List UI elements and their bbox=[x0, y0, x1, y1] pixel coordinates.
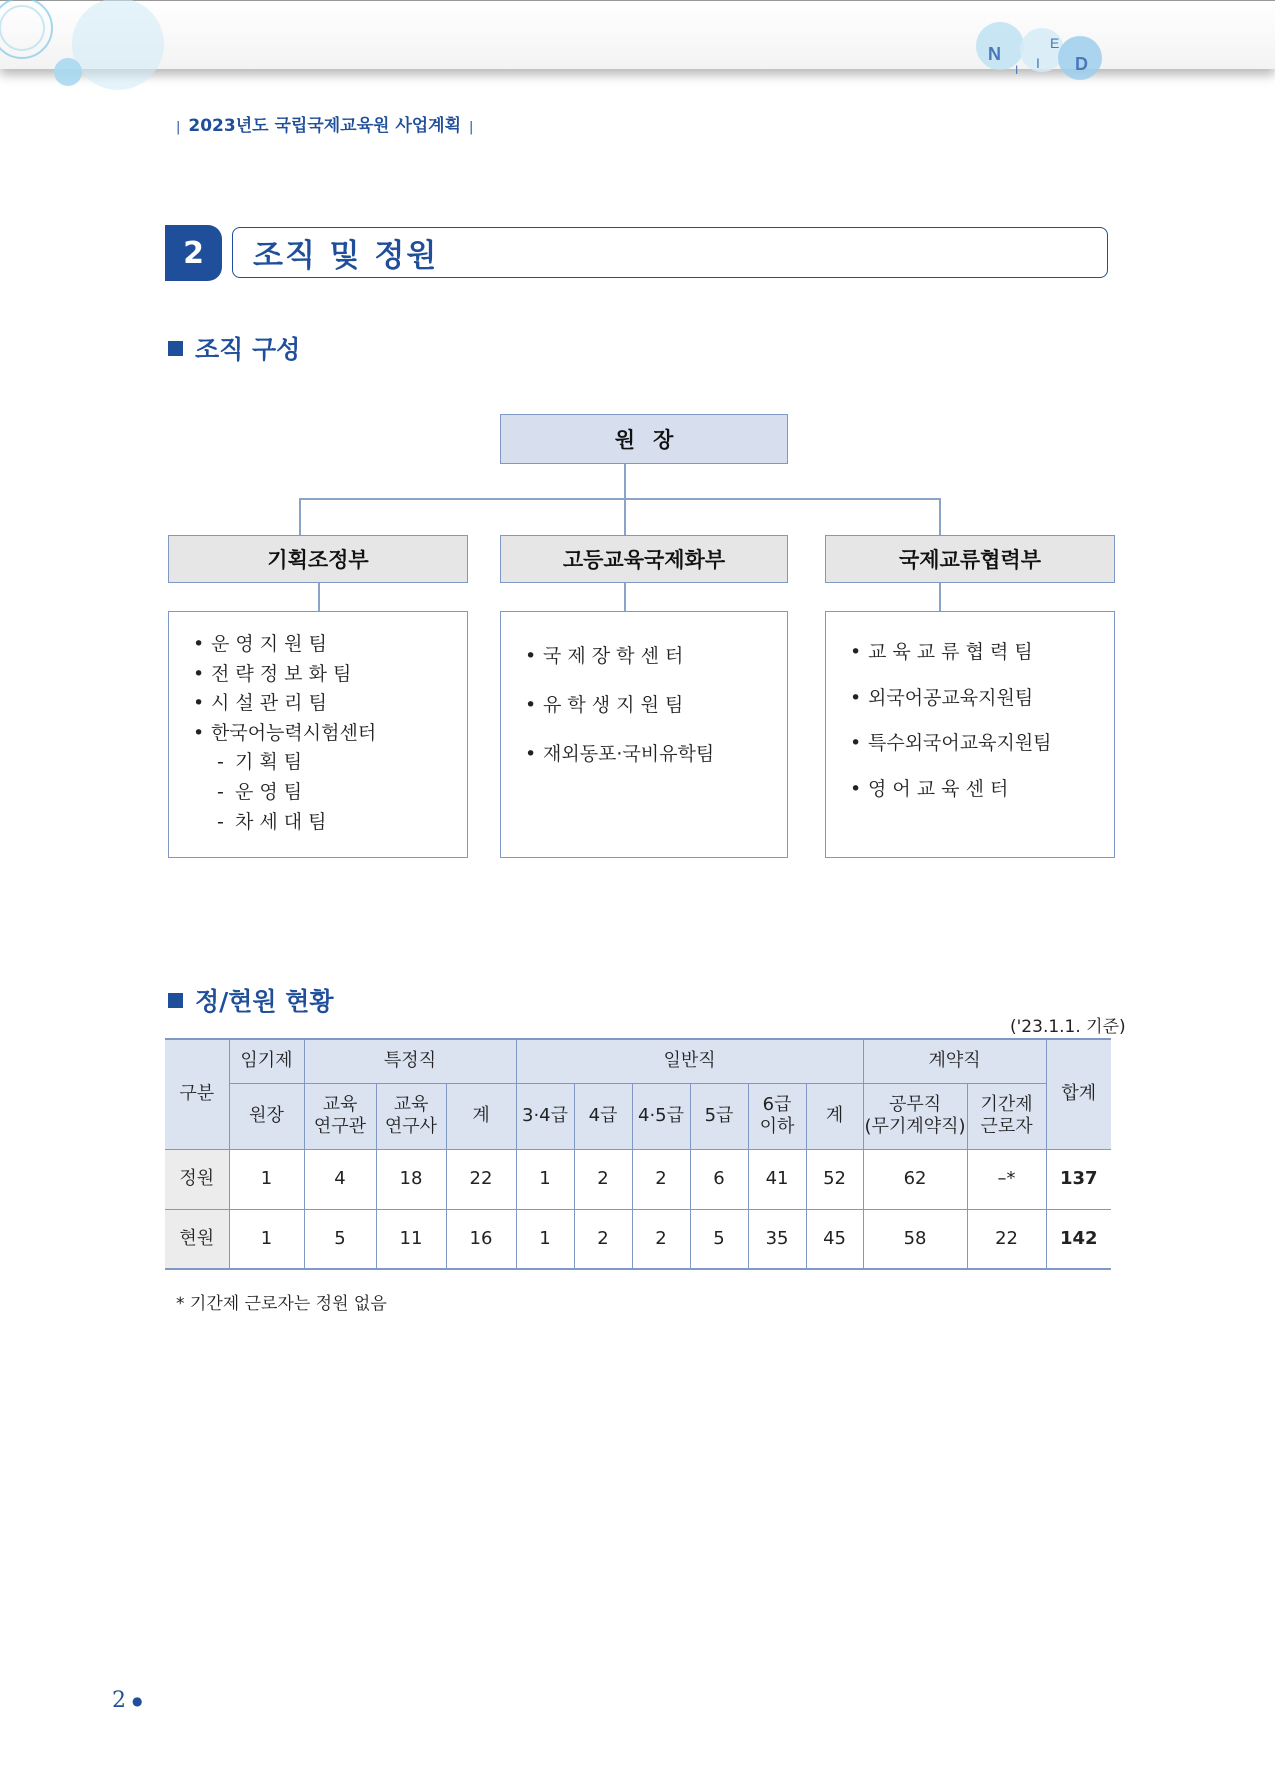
list-item: • 재외동포·국비유학팀 bbox=[525, 730, 769, 779]
org-director-box: 원장 bbox=[500, 414, 788, 464]
col-edu-researcher-senior: 교육 연구관 bbox=[304, 1083, 376, 1149]
bullet-icon: • bbox=[193, 721, 205, 744]
list-item: • 교 육 교 류 협 력 팀 bbox=[850, 630, 1096, 676]
table-cell: 18 bbox=[376, 1149, 446, 1209]
list-item: • 시 설 관 리 팀 bbox=[193, 689, 449, 719]
row-label: 현원 bbox=[165, 1209, 229, 1269]
table-cell: 52 bbox=[806, 1149, 863, 1209]
list-item: • 운 영 지 원 팀 bbox=[193, 630, 449, 660]
list-sub-item: - 운 영 팀 bbox=[193, 778, 449, 808]
bullet-icon: • bbox=[850, 686, 862, 709]
bullet-icon: • bbox=[193, 692, 205, 715]
col-special-sum: 계 bbox=[446, 1083, 516, 1149]
section-number: 2 bbox=[165, 225, 222, 281]
table-cell: 2 bbox=[574, 1149, 632, 1209]
header-category: 구분 bbox=[165, 1039, 229, 1149]
col-grade6-below: 6급 이하 bbox=[748, 1083, 806, 1149]
list-item: • 한국어능력시험센터 bbox=[193, 719, 449, 749]
square-bullet-icon bbox=[168, 341, 183, 356]
staff-ref-date: ('23.1.1. 기준) bbox=[1010, 1017, 1126, 1037]
table-cell: 22 bbox=[967, 1209, 1046, 1269]
list-item: • 전 략 정 보 화 팀 bbox=[193, 660, 449, 690]
bullet-icon: • bbox=[850, 777, 862, 800]
table-cell: 6 bbox=[690, 1149, 748, 1209]
decorative-circles-icon bbox=[0, 0, 180, 95]
col-grade4: 4급 bbox=[574, 1083, 632, 1149]
logo-letter: I bbox=[1015, 63, 1019, 77]
org-connector bbox=[318, 583, 320, 611]
staff-footnote: * 기간제 근로자는 정원 없음 bbox=[176, 1294, 387, 1314]
running-head bbox=[168, 111, 481, 136]
list-item: • 외국어공교육지원팀 bbox=[850, 676, 1096, 722]
col-grade5: 5급 bbox=[690, 1083, 748, 1149]
col-director: 원장 bbox=[229, 1083, 304, 1149]
col-grade45: 4·5급 bbox=[632, 1083, 690, 1149]
list-item: • 국 제 장 학 센 터 bbox=[525, 632, 769, 681]
table-cell-total: 142 bbox=[1046, 1209, 1111, 1269]
table-header-row bbox=[165, 1039, 1111, 1083]
header-total: 합계 bbox=[1046, 1039, 1111, 1149]
dash-icon: - bbox=[217, 751, 224, 774]
org-dept-planning: 기획조정부 bbox=[168, 535, 468, 583]
table-header-row bbox=[165, 1083, 1111, 1149]
col-civil-service: 공무직 (무기계약직) bbox=[863, 1083, 967, 1149]
list-item: • 영 어 교 육 센 터 bbox=[850, 767, 1096, 813]
org-team-list-planning bbox=[168, 611, 468, 858]
org-connector bbox=[939, 498, 941, 535]
table-cell: 2 bbox=[632, 1149, 690, 1209]
staff-heading bbox=[168, 982, 334, 1018]
row-label: 정원 bbox=[165, 1149, 229, 1209]
org-dept-higher-edu: 고등교육국제화부 bbox=[500, 535, 788, 583]
org-connector bbox=[939, 583, 941, 611]
table-row bbox=[165, 1149, 1111, 1209]
bullet-icon: • bbox=[193, 633, 205, 655]
nied-logo-icon bbox=[970, 18, 1110, 88]
list-sub-item: - 차 세 대 팀 bbox=[193, 808, 449, 838]
bullet-icon: • bbox=[193, 662, 205, 685]
table-cell: 35 bbox=[748, 1209, 806, 1269]
table-cell: 1 bbox=[516, 1209, 574, 1269]
bullet-icon: • bbox=[525, 743, 537, 765]
org-connector bbox=[299, 498, 301, 535]
section-title: 조직 및 정원 bbox=[232, 227, 1108, 278]
logo-letter: N bbox=[988, 44, 1001, 64]
staff-table bbox=[165, 1038, 1111, 1270]
square-bullet-icon bbox=[168, 993, 183, 1008]
org-team-list-intl-exchange bbox=[825, 611, 1115, 858]
org-dept-intl-exchange: 국제교류협력부 bbox=[825, 535, 1115, 583]
table-cell: 5 bbox=[304, 1209, 376, 1269]
bullet-icon: • bbox=[525, 694, 537, 716]
list-item: • 특수외국어교육지원팀 bbox=[850, 721, 1096, 767]
table-cell: 11 bbox=[376, 1209, 446, 1269]
logo-letter: I bbox=[1036, 55, 1040, 71]
list-item: • 유 학 생 지 원 팀 bbox=[525, 681, 769, 730]
dash-icon: - bbox=[217, 780, 224, 803]
table-cell: 58 bbox=[863, 1209, 967, 1269]
org-heading-text: 조직 구성 bbox=[195, 335, 301, 364]
table-cell: 22 bbox=[446, 1149, 516, 1209]
org-team-list-higher-edu bbox=[500, 611, 788, 858]
header-contract-term: 임기제 bbox=[229, 1039, 304, 1083]
table-cell: 16 bbox=[446, 1209, 516, 1269]
dash-icon: - bbox=[217, 810, 224, 833]
logo-letter: D bbox=[1075, 54, 1088, 74]
org-heading bbox=[168, 330, 300, 366]
table-cell: 5 bbox=[690, 1209, 748, 1269]
running-head-bar-left-icon: | bbox=[176, 120, 181, 135]
header-special: 특정직 bbox=[304, 1039, 516, 1083]
running-head-title: 2023년도 국립국제교육원 사업계획 bbox=[188, 116, 462, 136]
org-connector bbox=[624, 583, 626, 611]
logo-letter: E bbox=[1050, 35, 1060, 51]
table-cell: 2 bbox=[632, 1209, 690, 1269]
bullet-icon: • bbox=[525, 645, 537, 667]
table-cell: 1 bbox=[229, 1149, 304, 1209]
page-dot-icon: ● bbox=[132, 1694, 143, 1708]
table-cell: 1 bbox=[516, 1149, 574, 1209]
table-cell: 45 bbox=[806, 1209, 863, 1269]
page-number: 2 ● bbox=[112, 1688, 143, 1713]
col-fixed-term: 기간제 근로자 bbox=[967, 1083, 1046, 1149]
header-general: 일반직 bbox=[516, 1039, 863, 1083]
table-cell: 41 bbox=[748, 1149, 806, 1209]
table-cell: –* bbox=[967, 1149, 1046, 1209]
table-cell: 4 bbox=[304, 1149, 376, 1209]
org-connector bbox=[624, 498, 626, 535]
running-head-bar-right-icon: | bbox=[469, 120, 474, 135]
table-cell: 62 bbox=[863, 1149, 967, 1209]
list-sub-item: - 기 획 팀 bbox=[193, 748, 449, 778]
org-connector bbox=[624, 463, 626, 499]
table-cell: 1 bbox=[229, 1209, 304, 1269]
bullet-icon: • bbox=[850, 732, 862, 754]
header-contract: 계약직 bbox=[863, 1039, 1046, 1083]
col-edu-researcher: 교육 연구사 bbox=[376, 1083, 446, 1149]
table-cell: 2 bbox=[574, 1209, 632, 1269]
org-connector bbox=[299, 498, 941, 500]
col-general-sum: 계 bbox=[806, 1083, 863, 1149]
table-row bbox=[165, 1209, 1111, 1269]
col-grade34: 3·4급 bbox=[516, 1083, 574, 1149]
table-cell-total: 137 bbox=[1046, 1149, 1111, 1209]
bullet-icon: • bbox=[850, 641, 862, 663]
staff-heading-text: 정/현원 현황 bbox=[195, 987, 334, 1016]
